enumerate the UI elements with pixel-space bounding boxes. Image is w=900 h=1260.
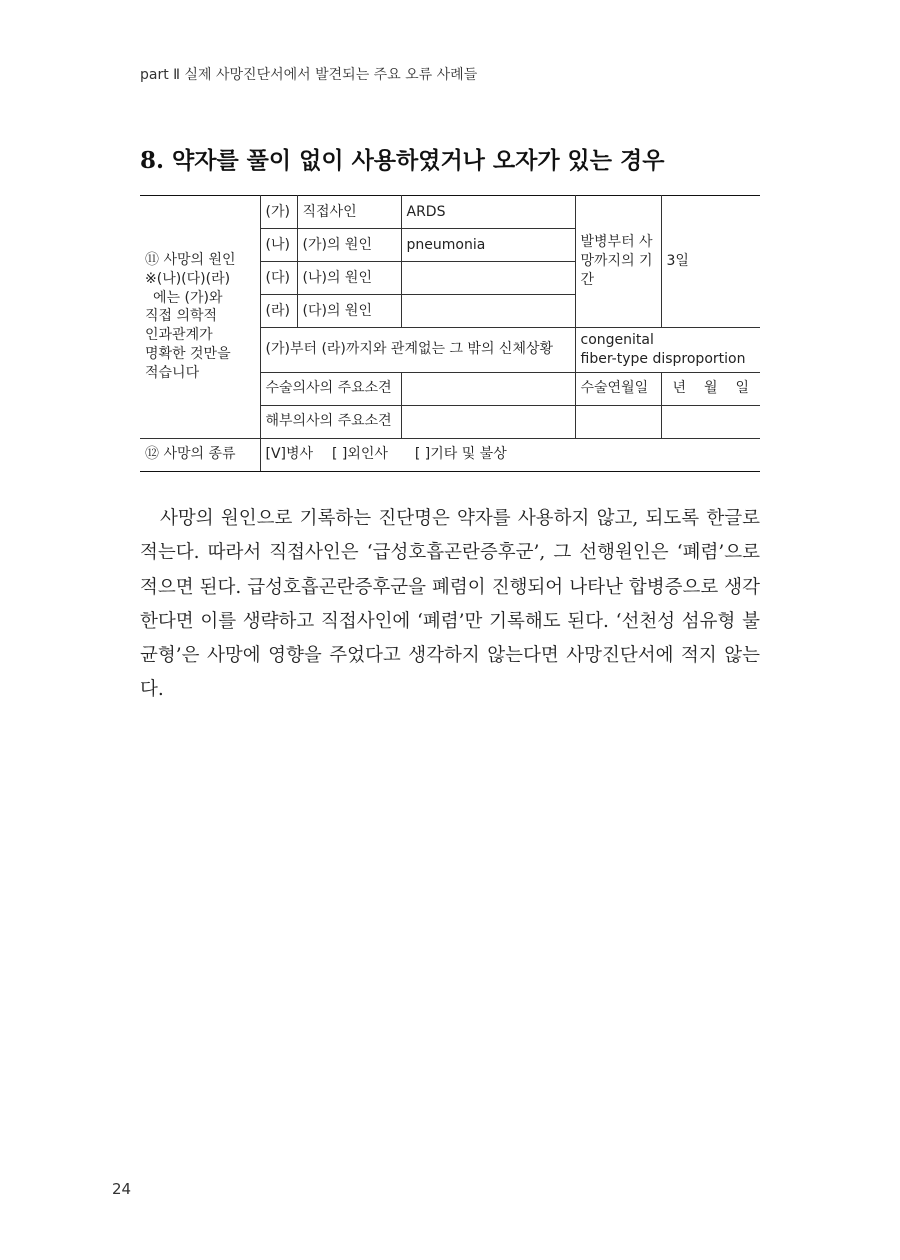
row-label: 직접사인 (297, 196, 401, 229)
onset-label: 발병부터 사망까지의 기간 (575, 196, 661, 328)
autopsy-findings-value (401, 405, 575, 438)
paragraph: 사망의 원인으로 기록하는 진단명은 약자를 사용하지 않고, 되도록 한글로 적는다. 따라서 직접사인은 ‘급성호흡곤란증후군’, 그 선행원인은 ‘폐렴’으로 적으면 된다. 급성호흡곤란증후군을 폐렴이 진행되어 나타난 합병증으로 생각한다면 이를 생략하고 직접사인에 ‘폐렴’만 기록해도 된다. ‘선천성 섬유형 불균형’은 사망에 영향을 주었다고 생각하지 않는다면 사망진단서에 적지 않는다. (140, 508, 760, 701)
row-value (401, 262, 575, 295)
body-text (140, 502, 760, 708)
cause-of-death-label: ⑪ 사망의 원인 ※(나)(다)(라) 에는 (가)와 직접 의학적 인과관계가 명확한 것만을 적습니다 (140, 196, 260, 439)
surgery-date-value: 년 월 일 (661, 372, 760, 405)
empty-cell (575, 405, 661, 438)
row-value (401, 295, 575, 328)
row-mark: (나) (260, 229, 297, 262)
surgery-date-label: 수술연월일 (575, 372, 661, 405)
surgery-findings-label: 수술의사의 주요소견 (260, 372, 401, 405)
row-label: (다)의 원인 (297, 295, 401, 328)
row-mark: (가) (260, 196, 297, 229)
running-header: part Ⅱ 실제 사망진단서에서 발견되는 주요 오류 사례들 (140, 67, 478, 83)
page-number: 24 (112, 1180, 132, 1198)
row-mark: (라) (260, 295, 297, 328)
row-value: pneumonia (401, 229, 575, 262)
row-value: ARDS (401, 196, 575, 229)
table-row (140, 438, 760, 471)
surgery-findings-value (401, 372, 575, 405)
death-certificate-form (140, 195, 760, 472)
death-type-label: ⑫ 사망의 종류 (140, 438, 260, 471)
other-conditions-value: congenital fiber-type disproportion (575, 328, 760, 373)
row-label: (나)의 원인 (297, 262, 401, 295)
onset-value: 3일 (661, 196, 760, 328)
death-type-value: [V]병사 [ ]외인사 [ ]기타 및 불상 (260, 438, 760, 471)
autopsy-findings-label: 해부의사의 주요소견 (260, 405, 401, 438)
row-label: (가)의 원인 (297, 229, 401, 262)
section-title: 8. 약자를 풀이 없이 사용하였거나 오자가 있는 경우 (140, 147, 665, 174)
other-conditions-label: (가)부터 (라)까지와 관계없는 그 밖의 신체상황 (260, 328, 575, 373)
table-row (140, 196, 760, 229)
row-mark: (다) (260, 262, 297, 295)
empty-cell (661, 405, 760, 438)
